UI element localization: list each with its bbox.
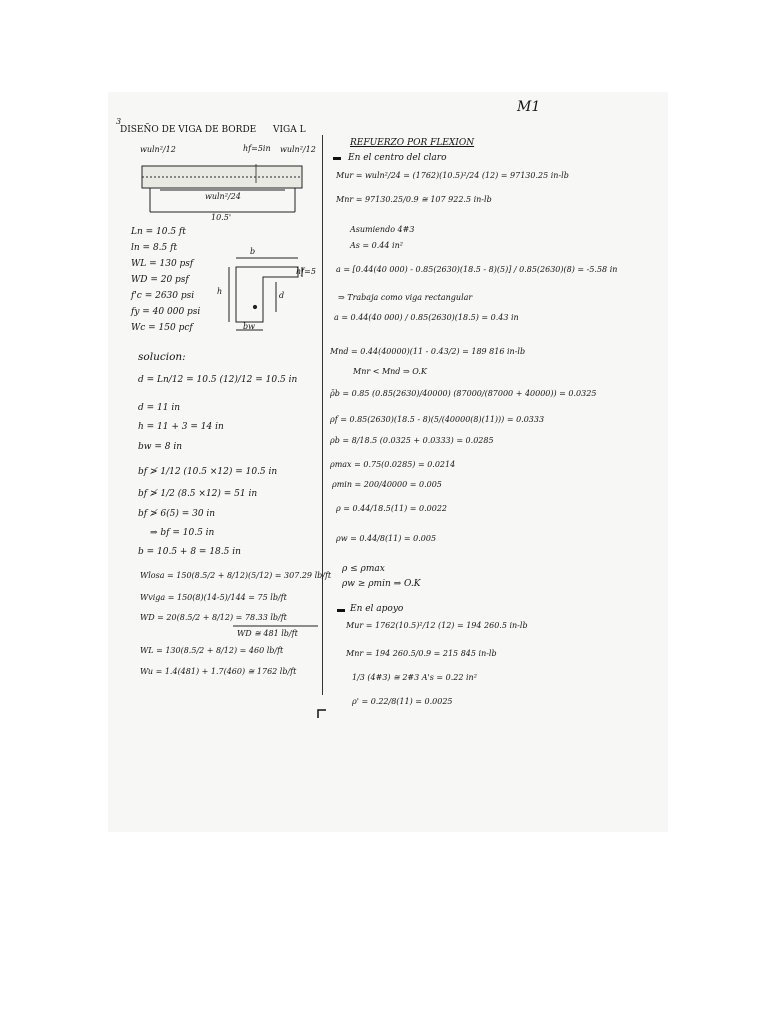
solution-line: bf ≯ 1/2 (8.5 ×12) = 51 in — [138, 489, 258, 499]
beam-section-sketch — [229, 258, 302, 330]
section-hf-label: hf=5 — [296, 267, 316, 276]
solution-line: Wviga = 150(8)(14-5)/144 = 75 lb/ft — [140, 593, 287, 602]
flexure-line: Mnd = 0.44(40000)(11 - 0.43/2) = 189 816 in-lb — [330, 347, 526, 356]
solution-line: WD = 20(8.5/2 + 8/12) = 78.33 lb/ft — [140, 613, 287, 622]
bullet-support — [337, 609, 345, 612]
section-number: 3 — [116, 117, 122, 126]
support-line: Mur = 1762(10.5)²/12 (12) = 194 260.5 in-lb — [346, 621, 528, 630]
bullet-center — [333, 157, 341, 160]
span-label: 10.5' — [211, 213, 232, 222]
flexure-line: ⇒ Trabaja como viga rectangular — [338, 293, 473, 302]
mid-moment-label: wuln²/24 — [205, 192, 241, 201]
flexure-line: Mnr < Mnd ⇒ O.K — [353, 367, 427, 376]
support-line: 1/3 (4#3) ≅ 2#3 A's = 0.22 in² — [352, 673, 477, 682]
given-line: Wc = 150 pcf — [131, 323, 193, 333]
flexure-line: Asumiendo 4#3 — [350, 225, 415, 234]
flexure-line: Mnr = 97130.25/0.9 ≅ 107 922.5 in-lb — [336, 195, 492, 204]
section-h-label: h — [217, 287, 223, 296]
flexure-line: Mur = wuln²/24 = (1762)(10.5)²/24 (12) = 97130.25 in-lb — [336, 171, 569, 180]
column-divider — [322, 135, 323, 695]
flexure-line: ρ = 0.44/18.5(11) = 0.0022 — [336, 504, 448, 513]
solution-line: bf ≯ 6(5) = 30 in — [138, 509, 216, 519]
solution-line: WD ≅ 481 lb/ft — [237, 629, 298, 638]
solution-line: Wu = 1.4(481) + 1.7(460) ≅ 1762 lb/ft — [140, 667, 297, 676]
beam-elevation-sketch — [142, 164, 302, 212]
support-line: ρ' = 0.22/8(11) = 0.0025 — [352, 697, 453, 706]
given-line: fy = 40 000 psi — [131, 307, 201, 317]
given-line: f'c = 2630 psi — [131, 291, 195, 301]
flexure-line: ρ ≤ ρmax — [342, 564, 385, 574]
flange-label: hf=5in — [243, 144, 271, 153]
section-b-label: b — [250, 247, 256, 256]
solution-line: bw = 8 in — [138, 442, 182, 452]
given-line: WL = 130 psf — [131, 259, 194, 269]
right-moment-label: wuln²/12 — [280, 145, 316, 154]
flexure-line: As = 0.44 in² — [350, 241, 403, 250]
given-line: WD = 20 psf — [131, 275, 189, 285]
flexure-line: ρ̄b = 0.85 (0.85(2630)/40000) (87000/(87000 + 40000)) = 0.0325 — [330, 389, 597, 398]
section-d-label: d — [279, 291, 285, 300]
flexure-line: ρf = 0.85(2630)(18.5 - 8)(5/(40000(8)(11))) = 0.0333 — [330, 415, 545, 424]
given-line: Ln = 10.5 ft — [131, 227, 186, 237]
center-heading: En el centro del claro — [348, 153, 447, 163]
solution-line: WL = 130(8.5/2 + 8/12) = 460 lb/ft — [140, 646, 284, 655]
solution-line: d = Ln/12 = 10.5 (12)/12 = 10.5 in — [138, 375, 298, 385]
support-line: Mnr = 194 260.5/0.9 = 215 845 in-lb — [346, 649, 497, 658]
flexure-line: ρw ≥ ρmin ⇒ O.K — [342, 579, 421, 589]
section-bw-label: bw — [243, 322, 255, 331]
page-title: DISEÑO DE VIGA DE BORDE — [120, 125, 257, 135]
flexure-line: ρmax = 0.75(0.0285) = 0.0214 — [330, 460, 456, 469]
support-heading: En el apoyo — [350, 604, 404, 614]
page-mark: M1 — [517, 99, 541, 115]
solution-line: h = 11 + 3 = 14 in — [138, 422, 224, 432]
given-line: ln = 8.5 ft — [131, 243, 178, 253]
solution-line: ⇒ bf = 10.5 in — [150, 528, 215, 538]
left-moment-label: wuln²/12 — [140, 145, 176, 154]
flexure-line: a = [0.44(40 000) - 0.85(2630)(18.5 - 8)(5)] / 0.85(2630)(8) = -5.58 in — [336, 265, 618, 274]
solution-line: d = 11 in — [138, 403, 181, 413]
solution-line: b = 10.5 + 8 = 18.5 in — [138, 547, 241, 557]
flexure-line: ρw = 0.44/8(11) = 0.005 — [336, 534, 437, 543]
flexure-line: ρb = 8/18.5 (0.0325 + 0.0333) = 0.0285 — [330, 436, 494, 445]
title-tag: VIGA L — [273, 125, 306, 135]
flexure-heading: REFUERZO POR FLEXION — [350, 138, 475, 148]
solution-heading: solucion: — [138, 351, 186, 363]
flexure-line: a = 0.44(40 000) / 0.85(2630)(18.5) = 0.43 in — [334, 313, 519, 322]
solution-line: Wlosa = 150(8.5/2 + 8/12)(5/12) = 307.29 lb/ft — [140, 571, 332, 580]
flexure-line: ρmin = 200/40000 = 0.005 — [332, 480, 442, 489]
solution-line: bf ≯ 1/12 (10.5 ×12) = 10.5 in — [138, 467, 278, 477]
